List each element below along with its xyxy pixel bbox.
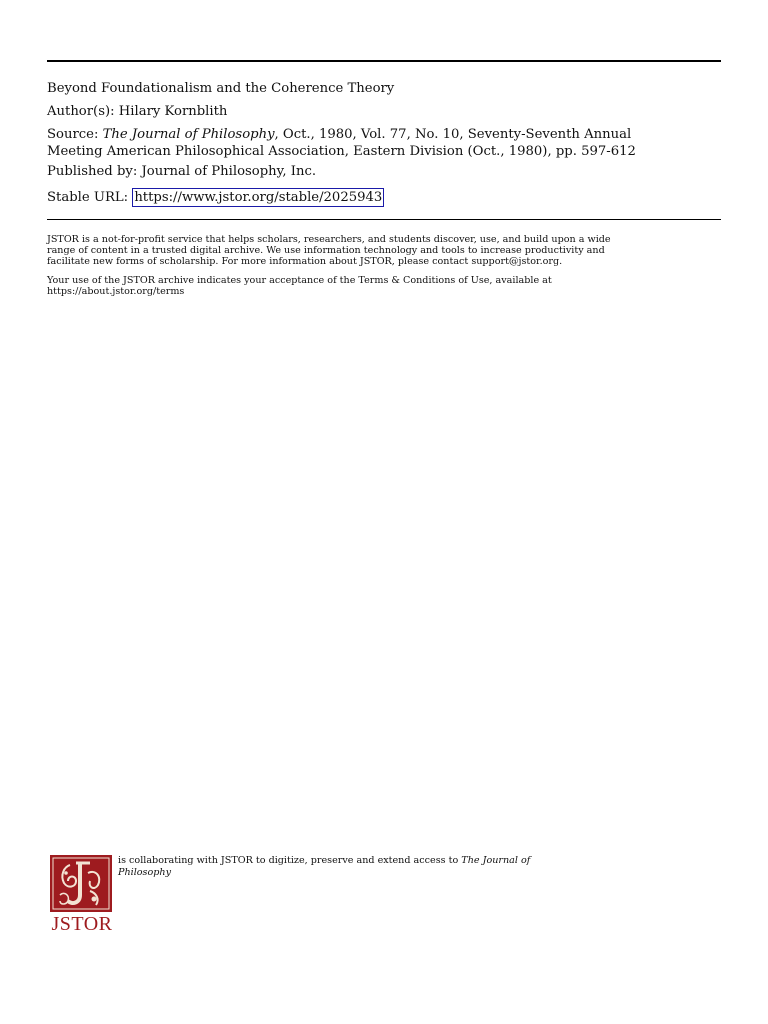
source-block: Source: The Journal of Philosophy, Oct., 1980, Vol. 77, No. 10, Seventy-Seventh Annual Meeting American Philosophical Association, Eastern Division (Oct., 1980), pp. 597-612: [47, 127, 636, 159]
top-rule: [47, 60, 721, 62]
collab-journal: The Journal of: [461, 855, 531, 866]
collaboration-note: is collaborating with JSTOR to digitize, preserve and extend access to The Journal of Philosophy: [118, 855, 531, 878]
publisher-line: Published by: Journal of Philosophy, Inc.: [47, 164, 317, 179]
jstor-notice: JSTOR is a not-for-profit service that helps scholars, researchers, and students discover, use, and build upon a wide range of content in a trusted digital archive. We use information technology and tools to increase productivity and facilitate new forms of scholarship. For more information about JSTOR, please contact support@jstor.org.: [47, 234, 611, 267]
stable-url-link[interactable]: https://www.jstor.org/stable/2025943: [134, 190, 383, 205]
publisher-name: Journal of Philosophy, Inc.: [141, 164, 317, 179]
source-journal: The Journal of Philosophy: [102, 127, 275, 142]
jstor-logo-mark: [50, 855, 112, 912]
jstor-logo: [48, 853, 116, 937]
author-line: Author(s): Hilary Kornblith: [47, 104, 228, 119]
author-name: Hilary Kornblith: [118, 104, 228, 119]
divider-rule: [47, 219, 721, 220]
jstor-logo-text: JSTOR: [51, 913, 113, 935]
terms-notice: Your use of the JSTOR archive indicates your acceptance of the Terms & Conditions of Use, available at https://about.jstor.org/terms: [47, 276, 727, 298]
stable-url-line: Stable URL: https://www.jstor.org/stable/2025943: [47, 190, 383, 205]
terms-link[interactable]: https://about.jstor.org/terms: [47, 285, 185, 297]
article-title: Beyond Foundationalism and the Coherence Theory: [47, 81, 395, 96]
jstor-seal-icon: [50, 855, 112, 912]
